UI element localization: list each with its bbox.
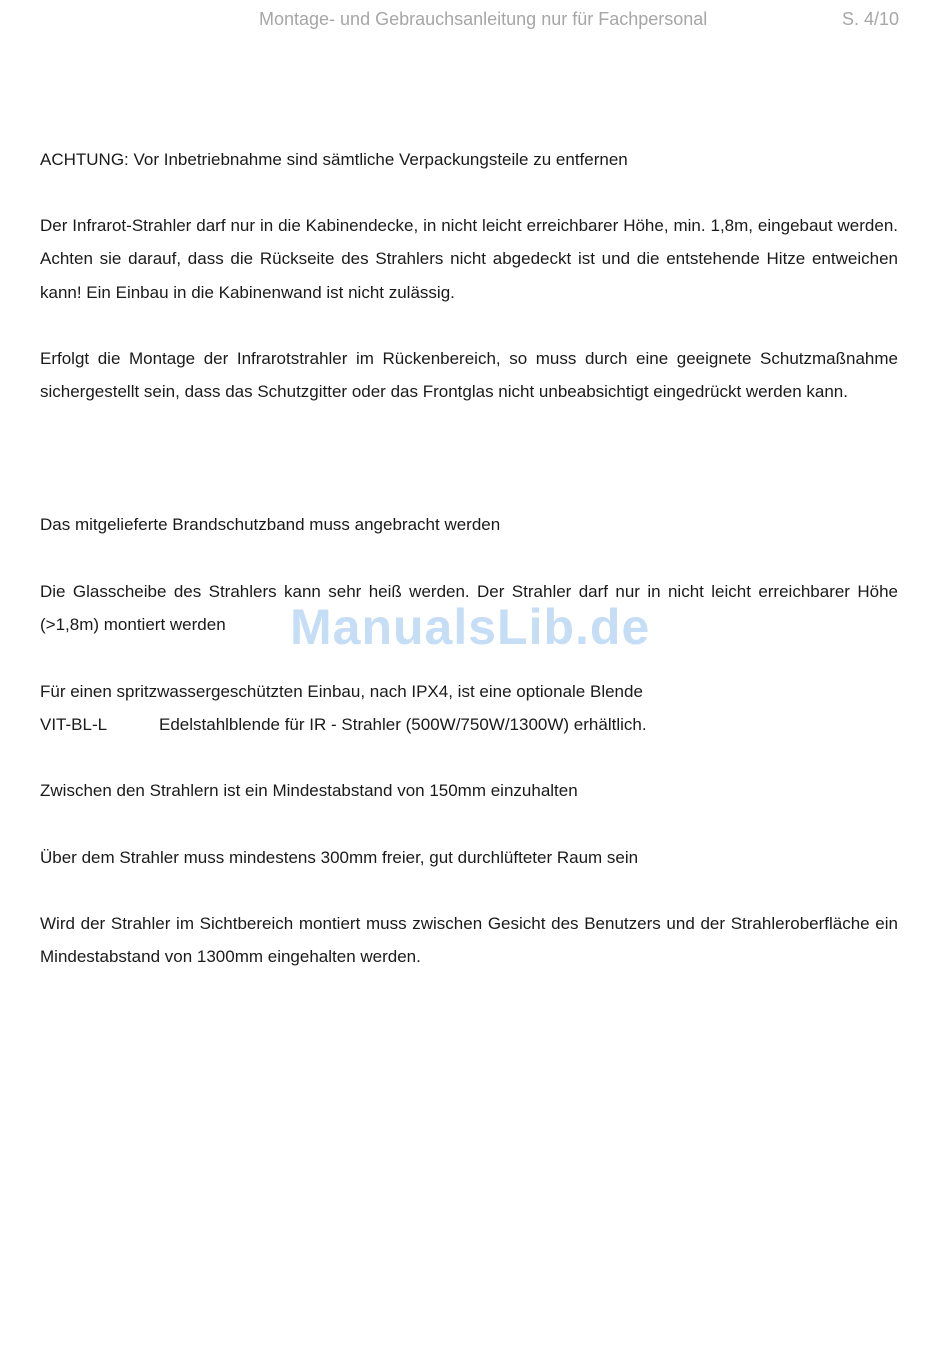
free-space-above-paragraph: Über dem Strahler muss mindestens 300mm freier, gut durchlüfteter Raum sein [40, 848, 639, 867]
splash-protection-line: Für einen spritzwassergeschützten Einbau, nach IPX4, ist eine optionale Blende [40, 682, 643, 701]
watermark: ManualsLib.de [290, 599, 651, 655]
fire-protection-tape-paragraph: Das mitgelieferte Brandschutzband muss angebracht werden [40, 515, 501, 534]
accessory-line [40, 708, 898, 741]
back-area-mounting-paragraph: Erfolgt die Montage der Infrarotstrahler im Rückenbereich, so muss durch eine geeignete Schutzmaßnahme sichergestellt sein, dass das Schutzgitter oder das Frontglas nicht unbeabsichtigt eingedrückt werden kann. [40, 349, 898, 402]
glass-pane-hot-paragraph: Die Glasscheibe des Strahlers kann sehr heiß werden. Der Strahler darf nur in nicht leicht erreichbarer Höhe (>1,8m) montiert werden [40, 582, 898, 635]
splash-protection-paragraph [40, 675, 898, 742]
accessory-description: Edelstahlblende für IR - Strahler (500W/750W/1300W) erhältlich. [159, 715, 647, 735]
page-header-title: Montage- und Gebrauchsanleitung nur für Fachpersonal [259, 9, 708, 29]
installation-ceiling-paragraph: Der Infrarot-Strahler darf nur in die Kabinendecke, in nicht leicht erreichbarer Höhe, min. 1,8m, eingebaut werden. Achten sie darauf, dass die Rückseite des Strahlers nicht abgedeckt ist und die entstehende Hitze entweichen kann! Ein Einbau in die Kabinenwand ist nicht zulässig. [40, 216, 898, 302]
min-distance-heaters-paragraph: Zwischen den Strahlern ist ein Mindestabstand von 150mm einzuhalten [40, 781, 578, 800]
accessory-code: VIT-BL-L [40, 715, 108, 735]
page-number: S. 4/10 [841, 9, 899, 29]
warning-paragraph: ACHTUNG: Vor Inbetriebnahme sind sämtliche Verpackungsteile zu entfernen [40, 150, 628, 169]
face-distance-paragraph: Wird der Strahler im Sichtbereich montiert muss zwischen Gesicht des Benutzers und der Strahleroberfläche ein Mindestabstand von 1300mm eingehalten werden. [40, 914, 898, 967]
